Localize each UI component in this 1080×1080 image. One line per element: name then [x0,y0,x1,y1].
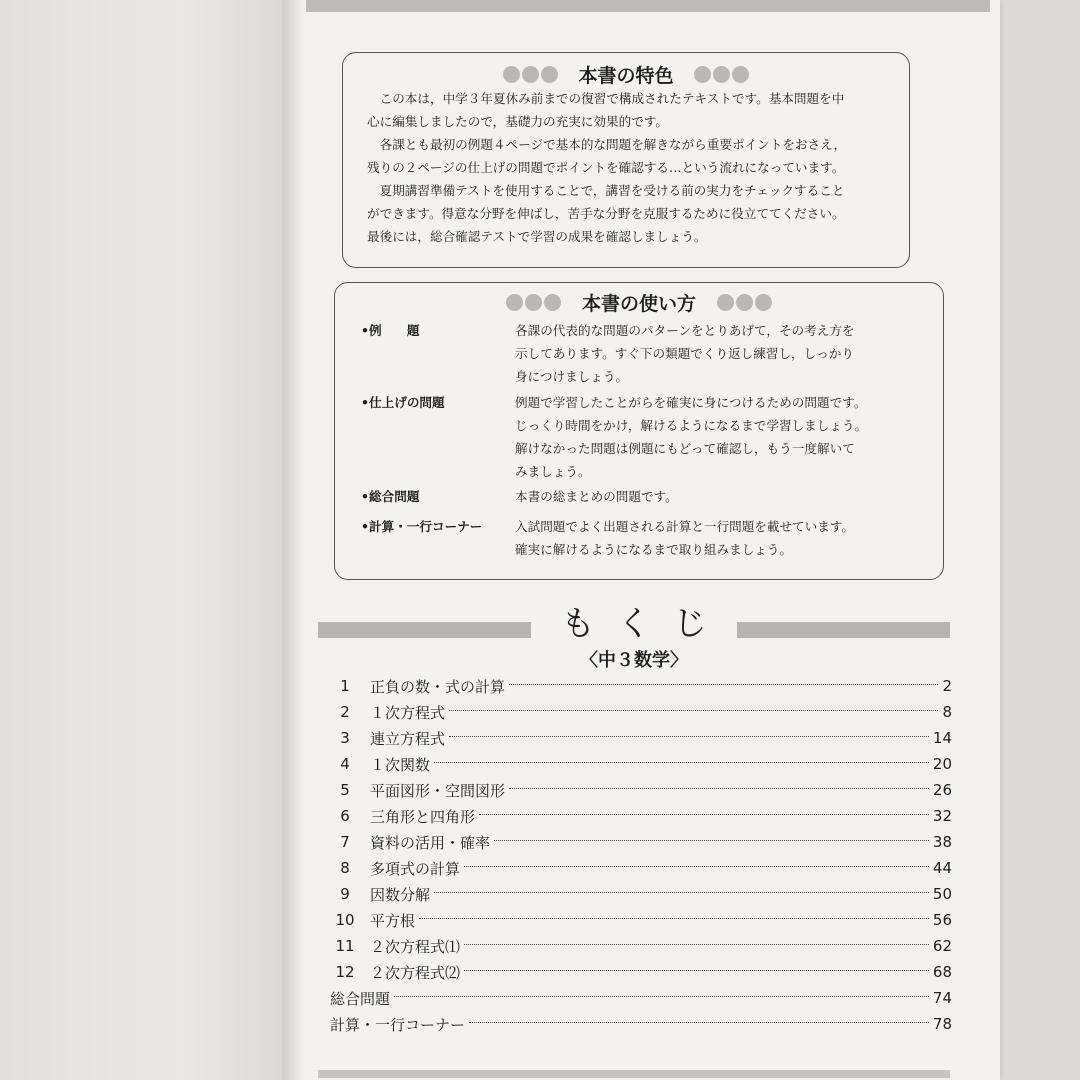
toc-title: 資料の活用・確率 [370,833,491,852]
toc-number: 2 [340,703,350,721]
usage-item-comprehensive [361,485,931,509]
bottom-rule [318,1070,950,1078]
usage-item-line: 例題で学習したことがらを確実に身につけるための問題です。 [515,395,867,410]
toc-title: １次関数 [370,755,431,774]
decorative-dots-icon [506,294,561,311]
toc-number: 8 [340,859,350,877]
usage-item-examples [361,319,931,391]
toc-number: 4 [340,755,350,773]
toc-leader [449,735,929,737]
toc-leader [509,787,929,789]
toc-entry [330,960,952,984]
toc-page: 20 [932,755,952,773]
toc-title: 多項式の計算 [370,859,461,878]
usage-item-label: •総合問題 [361,489,420,504]
features-heading: 本書の特色 [343,61,909,88]
toc-entry [330,856,952,880]
toc-title: 連立方程式 [370,729,446,748]
toc-number: 10 [335,911,355,929]
usage-item-finishing [361,391,931,485]
contents-subject: 〈中３数学〉 [580,650,688,671]
toc-page: 32 [932,807,952,825]
toc-page: 74 [932,989,952,1007]
toc-entry [330,882,952,906]
usage-item-line: じっくり時間をかけ，解けるようになるまで学習しましょう。 [515,418,868,433]
usage-item-line: 各課の代表的な問題のパターンをとりあげて，その考え方を [515,323,855,338]
toc-leader [434,761,929,763]
toc-title: 三角形と四角形 [370,807,476,826]
book-gutter [282,0,306,1080]
toc-number: 11 [335,937,355,955]
features-panel [342,52,910,268]
toc-title: 因数分解 [370,885,431,904]
usage-panel [334,282,944,580]
decorative-dots-icon [694,66,749,83]
toc-leader [434,891,929,893]
features-line: 心に編集しましたので，基礎力の充実に効果的です。 [367,114,668,129]
toc-number: 3 [340,729,350,747]
toc-title: １次方程式 [370,703,446,722]
toc-number: 12 [335,963,355,981]
toc-leader [394,995,929,997]
toc-page: 62 [932,937,952,955]
toc-entry [330,908,952,932]
contents-title: もくじ [318,596,950,645]
features-line: 最後には，総合確認テストで学習の成果を確認しましょう。 [367,229,707,244]
usage-item-label: •計算・一行コーナー [361,519,483,534]
usage-item-calculation [361,515,931,563]
page-top-band [300,0,990,12]
toc-page: 50 [932,885,952,903]
toc-entry [330,986,952,1010]
usage-item-line: みましょう。 [515,464,591,479]
toc-leader [449,709,938,711]
toc-entry [330,934,952,958]
usage-item-label: •例 題 [361,323,420,338]
toc-page: 78 [932,1015,952,1033]
toc-page: 56 [932,911,952,929]
usage-item-line: 本書の総まとめの問題です。 [515,489,678,504]
toc-entry [330,778,952,802]
toc-page: 2 [942,677,952,695]
decorative-dots-icon [503,66,558,83]
decorative-dots-icon [717,294,772,311]
toc-leader [509,683,938,685]
toc-leader [464,969,929,971]
toc-entry [330,804,952,828]
toc-page: 38 [932,833,952,851]
toc-leader [464,943,929,945]
toc-page: 44 [932,859,952,877]
features-line: 各課とも最初の例題４ページで基本的な問題を解きながら重要ポイントをおさえ， [367,137,847,152]
toc-entry [330,830,952,854]
usage-item-line: 確実に解けるようになるまで取り組みましょう。 [515,542,793,557]
toc-title: 平面図形・空間図形 [370,781,506,800]
features-line: この本は，中学３年夏休み前までの復習で構成されたテキストです。基本問題を中 [367,91,845,106]
toc-number: 1 [340,677,350,695]
toc-title: 総合問題 [330,989,391,1008]
toc-entry [330,1012,952,1036]
usage-item-line: 身につけましょう。 [515,369,629,384]
usage-item-line: 入試問題でよく出題される計算と一行問題を載せています。 [515,519,855,534]
toc-entry [330,752,952,776]
toc-entry [330,700,952,724]
toc-title: ２次方程式⑵ [370,963,461,982]
toc-leader [464,865,929,867]
features-line: 夏期講習準備テストを使用することで，講習を受ける前の実力をチェックすること [367,183,845,198]
toc-title: 平方根 [370,911,416,930]
toc-entry [330,726,952,750]
usage-item-label: •仕上げの問題 [361,395,445,410]
features-line: 残りの２ページの仕上げの問題でポイントを確認する…という流れになっています。 [367,160,845,175]
toc-title: 正負の数・式の計算 [370,677,506,696]
toc-page: 26 [932,781,952,799]
toc-number: 7 [340,833,350,851]
toc-entry [330,674,952,698]
toc-leader [419,917,929,919]
toc-page: 8 [942,703,952,721]
toc-page: 68 [932,963,952,981]
toc-page: 14 [932,729,952,747]
toc-number: 5 [340,781,350,799]
usage-item-line: 示してあります。すぐ下の類題でくり返し練習し，しっかり [515,346,855,361]
toc-number: 9 [340,885,350,903]
usage-heading: 本書の使い方 [335,289,943,316]
toc-title: ２次方程式⑴ [370,937,461,956]
toc-leader [469,1021,929,1023]
toc-leader [479,813,929,815]
usage-item-line: 解けなかった問題は例題にもどって確認し，もう一度解いて [515,441,855,456]
features-line: ができます。得意な分野を伸ばし，苦手な分野を克服するために役立ててください。 [367,206,845,221]
toc-title: 計算・一行コーナー [330,1015,466,1034]
toc-leader [494,839,929,841]
toc-number: 6 [340,807,350,825]
left-page [0,0,300,1080]
